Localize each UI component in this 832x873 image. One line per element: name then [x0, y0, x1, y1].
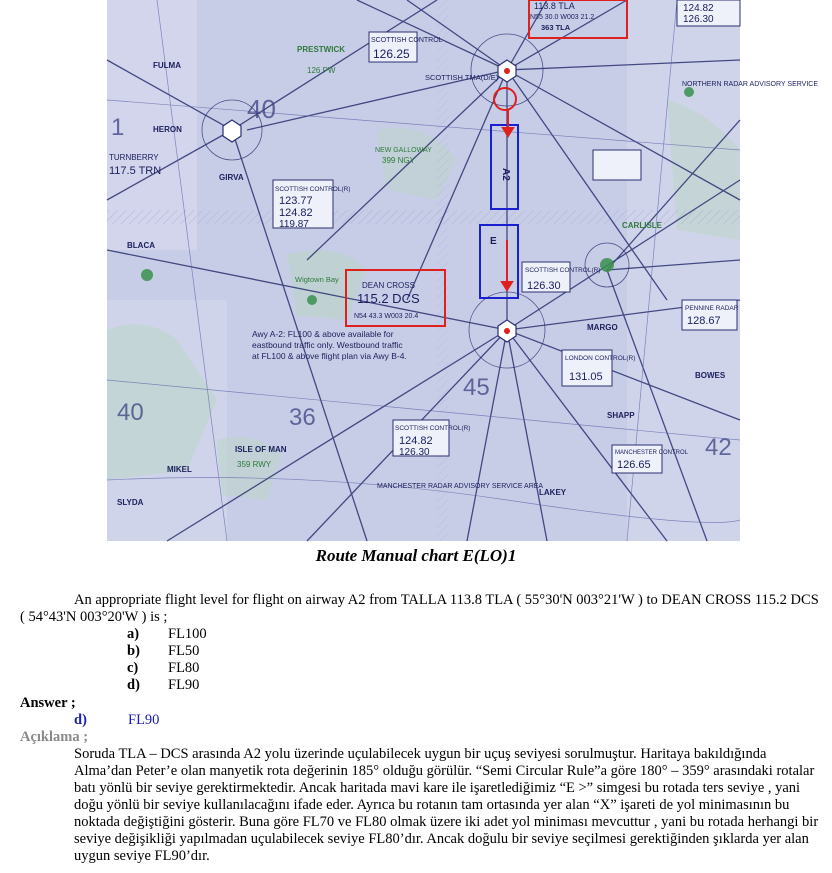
lakey-label: LAKEY	[539, 488, 567, 497]
fulma-label: FULMA	[153, 61, 181, 70]
blaca-label: BLACA	[127, 241, 155, 250]
answer-letter: d)	[74, 712, 87, 728]
dean-freq-label: 115.2 DCS	[357, 291, 420, 306]
dean-cross-label: DEAN CROSS	[362, 281, 415, 290]
grid-number-36: 36	[289, 404, 316, 431]
talla-label: 113.8 TLA	[534, 1, 575, 11]
answer-header: Answer ;	[20, 695, 76, 711]
question-text: An appropriate flight level for flight on airway A2 from TALLA 113.8 TLA ( 55°30'N 003°21'W ) to DEAN CROSS 115.2 DCS ( 54°43'N 003°20'W ) is ;	[20, 592, 819, 625]
aeronautical-chart-image	[107, 0, 819, 541]
girva-label: GIRVA	[219, 173, 244, 182]
grid-number-1: 1	[111, 114, 125, 141]
manchester-freq-label: 126.65	[617, 459, 651, 471]
isle-of-man-label: ISLE OF MAN	[235, 445, 287, 454]
scottish-control-mid-label: SCOTTISH CONTROL(R)	[275, 186, 351, 193]
dean-coord-label: N54 43.3 W003 20.4	[354, 313, 419, 320]
option-letter: c)	[127, 660, 139, 676]
scottish-control-right-label: SCOTTISH CONTROL(R)	[525, 267, 601, 274]
scottish-control-bottom-label: SCOTTISH CONTROL(R)	[395, 425, 471, 432]
manchester-radar-label: MANCHESTER RADAR ADVISORY SERVICE AREA	[377, 483, 544, 490]
scottish-freq-mid1-label: 123.77	[279, 195, 313, 207]
freq-topright-label: 124.82	[683, 3, 714, 14]
pennine-label: PENNINE RADAR	[685, 305, 739, 312]
new-galloway-label: NEW GALLOWAY	[375, 147, 432, 154]
talla-ident-label: 363 TLA	[541, 23, 571, 32]
slyda-label: SLYDA	[117, 498, 144, 507]
scottish-freq-bottom-label: 124.82	[399, 435, 433, 447]
mikel-label: MIKEL	[167, 465, 192, 474]
scottish-freq-mid2-label: 124.82	[279, 207, 313, 219]
option-c	[127, 660, 199, 677]
grid-number-45: 45	[463, 374, 490, 401]
wigtown-label: Wigtown Bay	[295, 275, 339, 284]
margo-label: MARGO	[587, 323, 618, 332]
grid-number-40b: 40	[117, 399, 144, 426]
option-a	[127, 626, 207, 643]
option-text: FL80	[168, 660, 200, 676]
scottish-tma-label: SCOTTISH TMA(D/E)	[425, 73, 499, 82]
option-letter: b)	[127, 643, 140, 659]
explanation-text: Soruda TLA – DCS arasında A2 yolu üzerinde uçulabilecek uygun bir uçuş seviyesi sorulmuştur. Haritaya bakıldığında Alma’dan Peter’e olan manyetik rota değerinin 185° olduğu görülür. “Semi Circular Rule”a göre 180° – 359° arasındaki rotalar batı yönlü bir seviye gerektirmektedir. Ancak haritada mavi kare ile işaretlediğimiz “E >” simgesi bu rotada ters seviye , yani doğu yönlü bir seviye kullanılacağını ifade eder. Ayrıca bu rotanın tam ortasında yer alan “X” işareti de yol minimasının bu noktada değiştiğini gösterir. Buna göre FL70 ve FL80 olmak üzere iki adet yol miniması mevcuttur , yani bu rotada herhangi bir seviye değişikliği yapılmadan uçulabilecek seviye FL80’dır. Ancak doğulu bir seviye seçilmesi gerektiğinden şıklarda yer alan uygun seviye FL90’dır.	[74, 746, 819, 864]
prestwick-label: PRESTWICK	[297, 45, 345, 54]
northern-label: NORTHERN RADAR ADVISORY SERVICE	[682, 81, 819, 88]
option-text: FL100	[168, 626, 207, 642]
heron-label: HERON	[153, 125, 182, 134]
awy-note-line2: eastbound traffic only. Westbound traffic	[252, 340, 403, 350]
prestwick-freq-label: 126 PW	[307, 66, 336, 75]
shapp-label: SHAPP	[607, 411, 635, 420]
awy-note-line1: Awy A-2: FL100 & above available for	[252, 329, 394, 339]
option-text: FL90	[168, 677, 200, 693]
london-freq-label: 131.05	[569, 371, 603, 383]
e-marker-label: E	[490, 236, 497, 247]
scottish-freq-right-label: 126.30	[527, 280, 561, 292]
awy-note-line3: at FL100 & above flight plan via Awy B-4.	[252, 351, 407, 361]
airway-a2-label: A2	[500, 168, 511, 181]
bowes-label: BOWES	[695, 371, 726, 380]
question-block	[20, 592, 820, 626]
freq-topright2-label: 126.30	[683, 14, 714, 25]
ngy-label: 399 NGY	[382, 156, 415, 165]
answer-value	[74, 712, 159, 729]
answer-text: FL90	[128, 712, 160, 728]
manchester-control-label: MANCHESTER CONTROL	[615, 450, 689, 456]
trn-label: 117.5 TRN	[109, 165, 162, 177]
scottish-control-top-label: SCOTTISH CONTROL	[371, 37, 443, 44]
scottish-freq-mid3-label: 119.87	[279, 219, 309, 230]
explanation-header: Açıklama ;	[20, 729, 89, 745]
chart-caption: Route Manual chart E(LO)1	[315, 546, 517, 565]
talla-coord-label: N55 30.0 W003 21.2	[530, 14, 595, 21]
london-control-label: LONDON CONTROL(R)	[565, 355, 636, 362]
pennine-freq-label: 128.67	[687, 315, 721, 327]
carlisle-label: CARLISLE	[622, 221, 662, 230]
scottish-freq-bottom2-label: 126.30	[399, 447, 430, 458]
option-letter: d)	[127, 677, 140, 693]
option-d	[127, 677, 199, 694]
option-letter: a)	[127, 626, 140, 642]
option-text: FL50	[168, 643, 200, 659]
option-b	[127, 643, 199, 660]
grid-number-40: 40	[247, 94, 276, 124]
scottish-freq-top-label: 126.25	[373, 47, 410, 61]
turnberry-label: TURNBERRY	[109, 153, 159, 162]
rwy-label: 359 RWY	[237, 460, 272, 469]
grid-number-42: 42	[705, 434, 732, 461]
